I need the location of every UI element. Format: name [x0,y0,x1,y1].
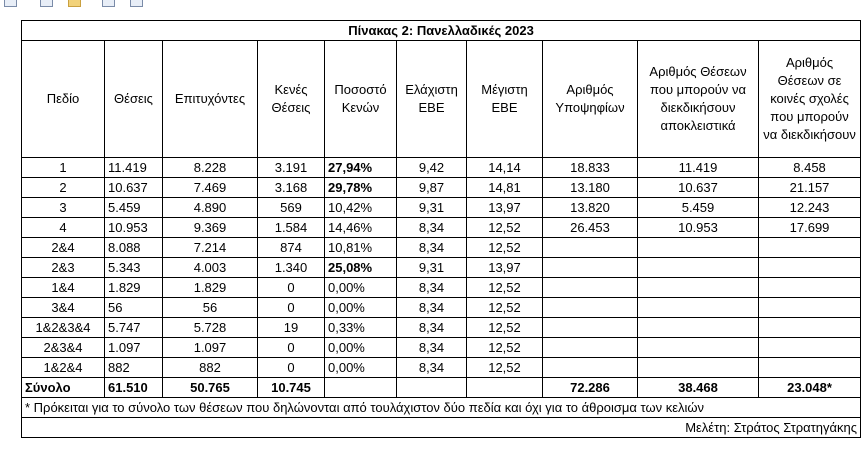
cell-min-ebe: 8,34 [397,318,467,338]
cell-theseis: 8.088 [105,238,163,258]
header-cell: Αριθμός Υποψηφίων [543,41,638,158]
cell-epityxontes: 1.097 [163,338,258,358]
cell-ypopsifioi [543,338,638,358]
cell-epityxontes: 5.728 [163,318,258,338]
cell-apokleistika: 10.637 [638,178,759,198]
cell-min-ebe: 8,34 [397,218,467,238]
document-icon[interactable] [40,0,53,7]
total-label: Σύνολο [22,378,105,398]
cell-koines: 12.243 [759,198,861,218]
cell-ypopsifioi [543,298,638,318]
cell-theseis: 5.343 [105,258,163,278]
table-row [22,178,861,198]
cell-min-ebe: 8,34 [397,298,467,318]
header-cell: Θέσεις [105,41,163,158]
credit-row [22,418,861,438]
cell-epityxontes: 8.228 [163,158,258,178]
cell-max-ebe: 12,52 [467,218,543,238]
cell-pososto: 0,00% [325,358,397,378]
folder-icon[interactable] [68,0,81,7]
table-row [22,258,861,278]
cell-max-ebe: 14,81 [467,178,543,198]
total-row [22,378,861,398]
cell-pososto: 29,78% [325,178,397,198]
table-row [22,158,861,178]
cell-theseis: 10.953 [105,218,163,238]
cell-pedio: 1&2&4 [22,358,105,378]
table-row [22,218,861,238]
total-apokleistika: 38.468 [638,378,759,398]
cell-pososto: 0,00% [325,278,397,298]
cell-min-ebe: 8,34 [397,338,467,358]
cell-min-ebe: 9,42 [397,158,467,178]
header-cell: Αριθμός Θέσεων που μπορούν να διεκδικήσουν αποκλειστικά [638,41,759,158]
cell-kenes: 569 [258,198,325,218]
cell-koines [759,298,861,318]
table-row [22,358,861,378]
cell-pedio: 2&3&4 [22,338,105,358]
toolbar [0,0,864,10]
cell-pososto: 10,42% [325,198,397,218]
cell-max-ebe: 12,52 [467,318,543,338]
cell-theseis: 5.459 [105,198,163,218]
cell-koines: 8.458 [759,158,861,178]
credit: Μελέτη: Στράτος Στρατηγάκης [22,418,861,438]
cell-pososto: 25,08% [325,258,397,278]
cell-ypopsifioi: 13.820 [543,198,638,218]
cell-kenes: 3.168 [258,178,325,198]
total-epityxontes: 50.765 [163,378,258,398]
cell-kenes: 1.340 [258,258,325,278]
total-max [467,378,543,398]
cell-apokleistika [638,358,759,378]
cell-pedio: 2&4 [22,238,105,258]
cell-apokleistika [638,318,759,338]
cell-min-ebe: 8,34 [397,238,467,258]
cell-max-ebe: 13,97 [467,198,543,218]
cell-kenes: 1.584 [258,218,325,238]
cell-pososto: 14,46% [325,218,397,238]
cell-ypopsifioi: 18.833 [543,158,638,178]
cell-theseis: 11.419 [105,158,163,178]
cell-apokleistika [638,338,759,358]
cell-apokleistika [638,278,759,298]
cell-koines [759,358,861,378]
cell-theseis: 5.747 [105,318,163,338]
cell-koines [759,238,861,258]
table-row [22,278,861,298]
cell-kenes: 0 [258,278,325,298]
cell-ypopsifioi [543,358,638,378]
cell-pedio: 3&4 [22,298,105,318]
cell-ypopsifioi: 13.180 [543,178,638,198]
cell-apokleistika: 10.953 [638,218,759,238]
cell-ypopsifioi [543,318,638,338]
cell-koines: 17.699 [759,218,861,238]
total-min [397,378,467,398]
cell-min-ebe: 8,34 [397,358,467,378]
cell-min-ebe: 9,87 [397,178,467,198]
cell-theseis: 882 [105,358,163,378]
table-row [22,318,861,338]
document-page [21,20,860,453]
cell-theseis: 56 [105,298,163,318]
results-table [21,20,861,438]
cell-ypopsifioi: 26.453 [543,218,638,238]
cell-epityxontes: 4.890 [163,198,258,218]
cell-max-ebe: 14,14 [467,158,543,178]
table-row [22,238,861,258]
cell-kenes: 19 [258,318,325,338]
cell-apokleistika: 11.419 [638,158,759,178]
cell-apokleistika [638,238,759,258]
check-icon[interactable] [4,0,17,7]
header-cell: Ελάχιστη ΕΒΕ [397,41,467,158]
footnote-row [22,398,861,418]
cell-kenes: 3.191 [258,158,325,178]
cell-max-ebe: 12,52 [467,278,543,298]
header-cell: Επιτυχόντες [163,41,258,158]
cell-max-ebe: 12,52 [467,298,543,318]
table-row [22,298,861,318]
cell-apokleistika [638,298,759,318]
print-preview-icon[interactable] [130,0,143,7]
table-title: Πίνακας 2: Πανελλαδικές 2023 [22,21,861,41]
cell-min-ebe: 9,31 [397,258,467,278]
cell-pedio: 2 [22,178,105,198]
cell-koines: 21.157 [759,178,861,198]
header-cell: Κενές Θέσεις [258,41,325,158]
cell-pedio: 3 [22,198,105,218]
total-pososto [325,378,397,398]
cell-koines [759,338,861,358]
cell-kenes: 0 [258,298,325,318]
cell-min-ebe: 9,31 [397,198,467,218]
cell-kenes: 874 [258,238,325,258]
cell-koines [759,318,861,338]
table-row [22,198,861,218]
cell-theseis: 10.637 [105,178,163,198]
total-kenes: 10.745 [258,378,325,398]
cell-apokleistika [638,258,759,278]
cell-ypopsifioi [543,238,638,258]
table-row [22,338,861,358]
header-cell: Μέγιστη ΕΒΕ [467,41,543,158]
header-cell: Ποσοστό Κενών [325,41,397,158]
cell-epityxontes: 9.369 [163,218,258,238]
cell-epityxontes: 882 [163,358,258,378]
cell-pososto: 0,00% [325,338,397,358]
cell-apokleistika: 5.459 [638,198,759,218]
cell-ypopsifioi [543,258,638,278]
header-cell: Πεδίο [22,41,105,158]
cell-pososto: 27,94% [325,158,397,178]
cell-pedio: 2&3 [22,258,105,278]
cell-kenes: 0 [258,358,325,378]
cell-epityxontes: 1.829 [163,278,258,298]
cell-max-ebe: 12,52 [467,238,543,258]
cell-theseis: 1.829 [105,278,163,298]
header-cell: Αριθμός Θέσεων σε κοινές σχολές που μπορούν να διεκδικήσουν [759,41,861,158]
total-koines: 23.048* [759,378,861,398]
cell-min-ebe: 8,34 [397,278,467,298]
footnote: * Πρόκειται για το σύνολο των θέσεων που δηλώνονται από τουλάχιστον δύο πεδία και όχι για το άθροισμα των κελιών [22,398,861,418]
total-ypopsifioi: 72.286 [543,378,638,398]
cell-max-ebe: 12,52 [467,338,543,358]
cell-koines [759,258,861,278]
cell-theseis: 1.097 [105,338,163,358]
header-row [22,41,861,158]
cell-pedio: 1&2&3&4 [22,318,105,338]
cell-epityxontes: 4.003 [163,258,258,278]
cell-pososto: 10,81% [325,238,397,258]
cell-max-ebe: 12,52 [467,358,543,378]
page-icon[interactable] [102,0,115,7]
total-theseis: 61.510 [105,378,163,398]
cell-max-ebe: 13,97 [467,258,543,278]
cell-ypopsifioi [543,278,638,298]
cell-epityxontes: 7.214 [163,238,258,258]
cell-pososto: 0,00% [325,298,397,318]
cell-pososto: 0,33% [325,318,397,338]
cell-pedio: 4 [22,218,105,238]
cell-pedio: 1 [22,158,105,178]
cell-pedio: 1&4 [22,278,105,298]
cell-koines [759,278,861,298]
cell-epityxontes: 56 [163,298,258,318]
cell-kenes: 0 [258,338,325,358]
cell-epityxontes: 7.469 [163,178,258,198]
